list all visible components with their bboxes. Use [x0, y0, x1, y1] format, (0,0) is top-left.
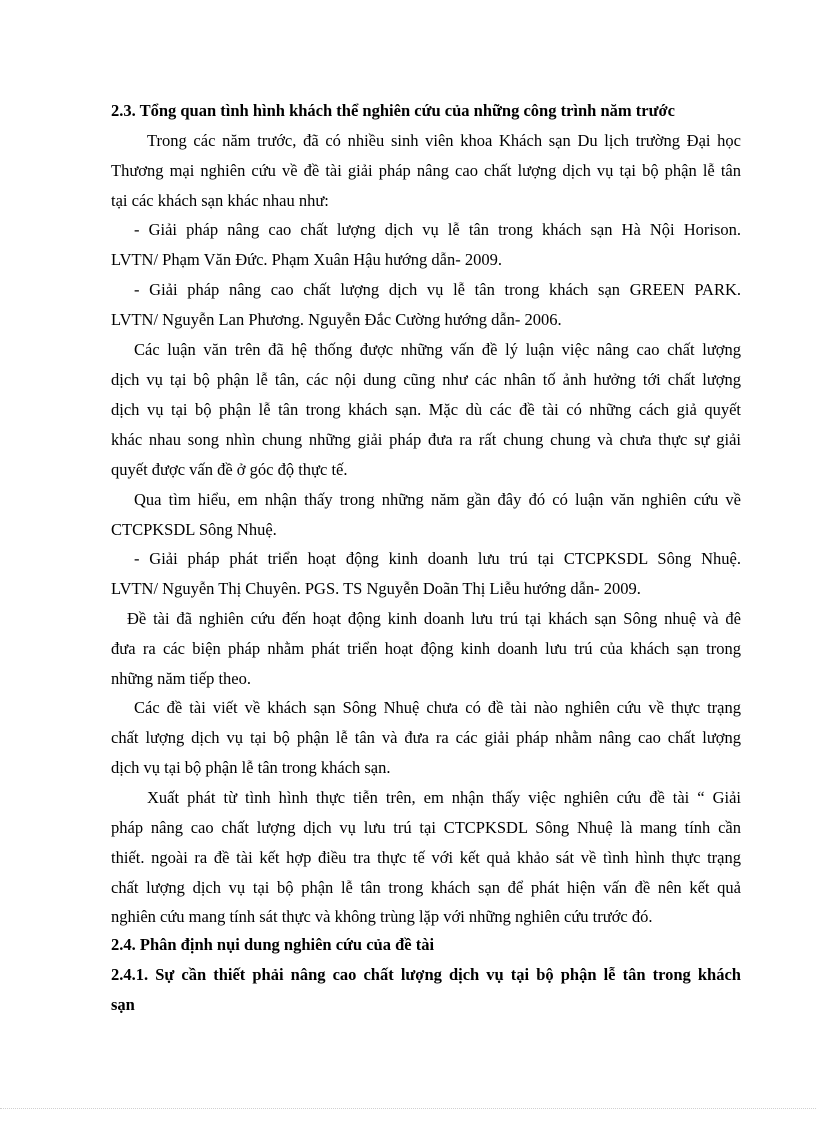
- list-item-line: LVTN/ Phạm Văn Đức. Phạm Xuân Hậu hướng dẫn- 2009.: [111, 250, 502, 269]
- paragraph-line: dịch vụ tại bộ phận lễ tân trong khách sạn. Mặc dù các đề tài có những cách giả quyết: [111, 400, 741, 419]
- paragraph-line: Qua tìm hiểu, em nhận thấy trong những năm gần đây đó có luận văn nghiên cứu về: [134, 490, 741, 509]
- paragraph-line: khác nhau song nhìn chung những giải pháp đưa ra rất chung chung và chưa thực sự giải: [111, 430, 741, 449]
- paragraph-line: dịch vụ tại bộ phận lễ tân trong khách sạn.: [111, 758, 391, 777]
- paragraph-line: Trong các năm trước, đã có nhiều sinh viên khoa Khách sạn Du lịch trường Đại học: [147, 131, 741, 150]
- paragraph-line: đưa ra các biện pháp nhằm phát triển hoạt động kinh doanh lưu trú của khách sạn trong: [111, 639, 741, 658]
- paragraph-line: CTCPKSDL Sông Nhuệ.: [111, 520, 277, 539]
- paragraph-line: chất lượng dịch vụ tại bộ phận lễ tân và đưa ra các giải pháp nhằm nâng cao chất lượng: [111, 728, 741, 747]
- section-2-4-1-heading: 2.4.1. Sự cần thiết phải nâng cao chất lượng dịch vụ tại bộ phận lễ tân trong khách: [111, 965, 741, 984]
- paragraph-line: Thương mại nghiên cứu về đề tài giải pháp nâng cao chất lượng dịch vụ tại bộ phận lễ tân: [111, 161, 741, 180]
- list-item-line: - Giải pháp phát triển hoạt động kinh doanh lưu trú tại CTCPKSDL Sông Nhuệ.: [134, 549, 741, 568]
- paragraph-line: quyết được vấn đề ở góc độ thực tế.: [111, 460, 348, 479]
- section-2-4-heading: 2.4. Phân định nụi dung nghiên cứu của đề tài: [111, 935, 435, 954]
- list-item-line: - Giải pháp nâng cao chất lượng dịch vụ lễ tân trong khách sạn Hà Nội Horison.: [134, 220, 741, 239]
- paragraph-line: những năm tiếp theo.: [111, 669, 252, 688]
- section-2-4-1-heading-continuation: sạn: [111, 995, 135, 1014]
- paragraph-line: pháp nâng cao chất lượng dịch vụ lưu trú tại CTCPKSDL Sông Nhuệ là mang tính cần: [111, 818, 741, 837]
- paragraph-line: nghiên cứu mang tính sát thực và không trùng lặp với những nghiên cứu trước đó.: [111, 907, 653, 926]
- paragraph-line: tại các khách sạn khác nhau như:: [111, 191, 329, 210]
- paragraph-line: dịch vụ tại bộ phận lễ tân, các nội dung cũng như các nhân tố ảnh hưởng tới chất lượng: [111, 370, 741, 389]
- paragraph-line: thiết. ngoài ra đề tài kết hợp điều tra thực tế với kết quả khảo sát về tình hình thực trạng: [111, 848, 741, 867]
- list-item-line: - Giải pháp nâng cao chất lượng dịch vụ lễ tân trong khách sạn GREEN PARK.: [134, 280, 741, 299]
- page-bottom-divider: [0, 1108, 816, 1109]
- section-2-3-heading: 2.3. Tổng quan tình hình khách thể nghiên cứu của những công trình năm trước: [111, 101, 675, 120]
- list-item-line: LVTN/ Nguyễn Lan Phương. Nguyễn Đắc Cường hướng dẫn- 2006.: [111, 310, 562, 329]
- paragraph-line: chất lượng dịch vụ tại bộ phận lễ tân trong khách sạn để phát hiện vấn đề nên kết quả: [111, 878, 741, 897]
- list-item-line: LVTN/ Nguyễn Thị Chuyên. PGS. TS Nguyễn Doãn Thị Liễu hướng dẫn- 2009.: [111, 579, 641, 598]
- paragraph-line: Các đề tài viết về khách sạn Sông Nhuệ chưa có đề tài nào nghiên cứu về thực trạng: [134, 698, 741, 717]
- paragraph-line: Các luận văn trên đã hệ thống được những vấn đề lý luận việc nâng cao chất lượng: [134, 340, 741, 359]
- paragraph-line: Đề tài đã nghiên cứu đến hoạt động kinh doanh lưu trú tại khách sạn Sông nhuệ và đê: [127, 609, 741, 628]
- paragraph-line: Xuất phát từ tình hình thực tiễn trên, em nhận thấy việc nghiên cứu đề tài “ Giải: [147, 788, 741, 807]
